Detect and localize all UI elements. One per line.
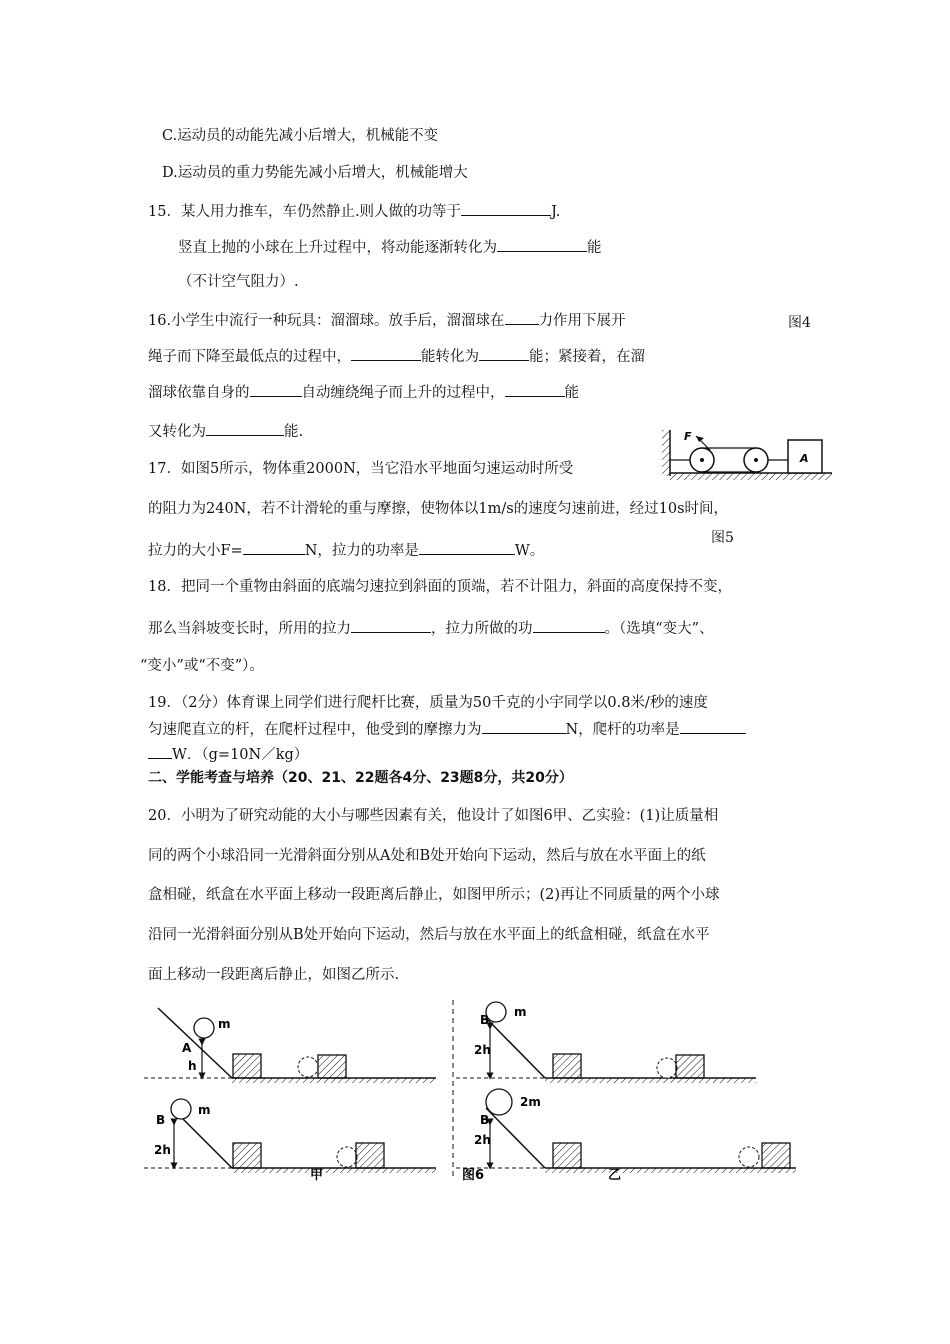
q15-line3: （不计空气阻力）. <box>178 274 299 290</box>
q19-text-b: N，爬杆的功率是 <box>565 722 680 738</box>
q19-text-c: W．（g=10N／kg） <box>172 747 309 763</box>
q15-text-c: 竖直上抛的小球在上升过程中，将动能逐渐转化为 <box>178 240 497 256</box>
q15-text-d: 能 <box>587 240 602 256</box>
q18-text-b: ，拉力所做的功 <box>431 621 533 637</box>
q17-text-a: 拉力的大小F= <box>148 543 243 559</box>
q18-answer-blank-1[interactable] <box>351 617 431 633</box>
fig6-panel-top-right <box>456 1002 756 1083</box>
q16-text-f: 溜球依靠自身的 <box>148 385 250 401</box>
q14-option-d: D.运动员的重力势能先减小后增大，机械能增大 <box>162 165 468 181</box>
fig6-p3-mass: m <box>514 1005 527 1019</box>
q20-line2: 同的两个小球沿同一光滑斜面分别从A处和B处开始向下运动，然后与放在水平面上的纸 <box>148 848 706 864</box>
fig6-panel-bottom-left <box>144 1099 436 1183</box>
fig6-p2-height: 2h <box>154 1143 171 1157</box>
q17-text-c: W。 <box>514 543 545 559</box>
fig6-p1-height: h <box>188 1059 197 1073</box>
figure-6-experiment-diagram <box>140 998 800 1183</box>
q16-text-a: 16.小学生中流行一种玩具：溜溜球。放手后，溜溜球在 <box>148 313 505 329</box>
q18-line2 <box>148 617 714 639</box>
q16-text-d: 能转化为 <box>421 349 479 365</box>
q18-text-c: 。（选填“变大”、 <box>604 621 714 637</box>
q20-line1: 20．小明为了研究动能的大小与哪些因素有关，他设计了如图6甲、乙实验：(1)让质量相 <box>148 808 719 824</box>
q18-answer-blank-2[interactable] <box>533 617 605 633</box>
fig6-p4-mass: 2m <box>520 1095 541 1109</box>
fig6-panel-top-left <box>144 1008 436 1083</box>
q16-text-i: 又转化为 <box>148 424 206 440</box>
fig6-p2-point: B <box>156 1113 166 1127</box>
q16-text-e: 能；紧接着，在溜 <box>529 349 645 365</box>
q14-option-c: C.运动员的动能先减小后增大，机械能不变 <box>162 128 439 144</box>
figure-5-pulley-diagram <box>660 426 835 486</box>
q19-line1: 19．（2分）体育课上同学们进行爬杆比赛，质量为50千克的小宇同学以0.8米/秒的速度 <box>148 695 708 711</box>
q16-line1 <box>148 309 626 331</box>
block-label: A <box>800 452 809 465</box>
fig6-panel-bottom-right <box>456 1089 796 1183</box>
q16-line4 <box>148 420 303 442</box>
fig6-p3-height: 2h <box>474 1043 491 1057</box>
fig6-p4-height: 2h <box>474 1133 491 1147</box>
q16-answer-blank-2[interactable] <box>351 345 421 361</box>
fig6-p1-mass: m <box>218 1017 231 1031</box>
fig6-p1-point: A <box>182 1041 192 1055</box>
q18-line1: 18．把同一个重物由斜面的底端匀速拉到斜面的顶端，若不计阻力，斜面的高度保持不变， <box>148 579 732 595</box>
q16-text-h: 能 <box>564 385 579 401</box>
fig6-p2-mass: m <box>198 1103 211 1117</box>
fig6-p3-point: B <box>480 1013 490 1027</box>
fig6-label-right: 乙 <box>608 1168 622 1183</box>
q20-line5: 面上移动一段距离后静止，如图乙所示. <box>148 967 400 983</box>
q16-answer-blank-1[interactable] <box>505 309 539 325</box>
q19-line2 <box>148 718 746 740</box>
fig6-p4-point: B <box>480 1113 490 1127</box>
q17-line1: 17．如图5所示，物体重2000N，当它沿水平地面匀速运动时所受 <box>148 461 574 477</box>
q15-answer-blank-2[interactable] <box>497 236 587 252</box>
fig6-label-left: 甲 <box>310 1168 324 1183</box>
q16-text-j: 能. <box>284 424 304 440</box>
q16-text-g: 自动缠绕绳子而上升的过程中， <box>301 385 505 401</box>
q19-answer-blank-2-cont[interactable] <box>148 743 172 759</box>
section-2-heading: 二、学能考查与培养（20、21、22题各4分、23题8分，共20分） <box>148 770 573 786</box>
q16-text-b: 力作用下展开 <box>538 313 626 329</box>
q15-text-a: 15．某人用力推车，车仍然静止.则人做的功等于 <box>148 204 462 220</box>
q19-answer-blank-1[interactable] <box>482 718 566 734</box>
q16-line2 <box>148 345 645 367</box>
fig6-caption: 图6 <box>462 1168 485 1183</box>
q19-answer-blank-2[interactable] <box>680 718 746 734</box>
q18-text-a: 那么当斜坡变长时，所用的拉力 <box>148 621 351 637</box>
q16-answer-blank-3[interactable] <box>479 345 529 361</box>
q15-line2 <box>178 236 602 258</box>
q20-line3: 盒相碰，纸盒在水平面上移动一段距离后静止，如图甲所示；(2)再让不同质量的两个小球 <box>148 887 720 903</box>
figure-5-label: 图5 <box>711 530 734 546</box>
q16-answer-blank-5[interactable] <box>505 381 565 397</box>
q17-text-b: N，拉力的功率是 <box>304 543 419 559</box>
q20-line4: 沿同一光滑斜面分别从B处开始向下运动，然后与放在水平面上的纸盒相碰，纸盒在水平 <box>148 927 710 943</box>
q17-answer-blank-1[interactable] <box>243 539 305 555</box>
q15-answer-blank-1[interactable] <box>461 200 551 216</box>
q16-line3 <box>148 381 579 403</box>
q15-text-b: J. <box>551 204 561 220</box>
q16-answer-blank-6[interactable] <box>206 420 284 436</box>
q17-answer-blank-2[interactable] <box>419 539 515 555</box>
q17-line3 <box>148 539 544 561</box>
q19-text-a: 匀速爬直立的杆，在爬杆过程中，他受到的摩擦力为 <box>148 722 482 738</box>
q18-line3: “变小”或“不变”）。 <box>140 658 264 674</box>
force-label: F <box>684 430 692 443</box>
q17-line2: 的阻力为240N，若不计滑轮的重与摩擦，使物体以1m/s的速度匀速前进，经过10s时间， <box>148 501 729 517</box>
q16-text-c: 绳子而下降至最低点的过程中， <box>148 349 351 365</box>
q15-line1 <box>148 200 560 222</box>
q19-line3 <box>148 743 308 765</box>
figure-4-label: 图4 <box>788 315 811 331</box>
q16-answer-blank-4[interactable] <box>250 381 302 397</box>
